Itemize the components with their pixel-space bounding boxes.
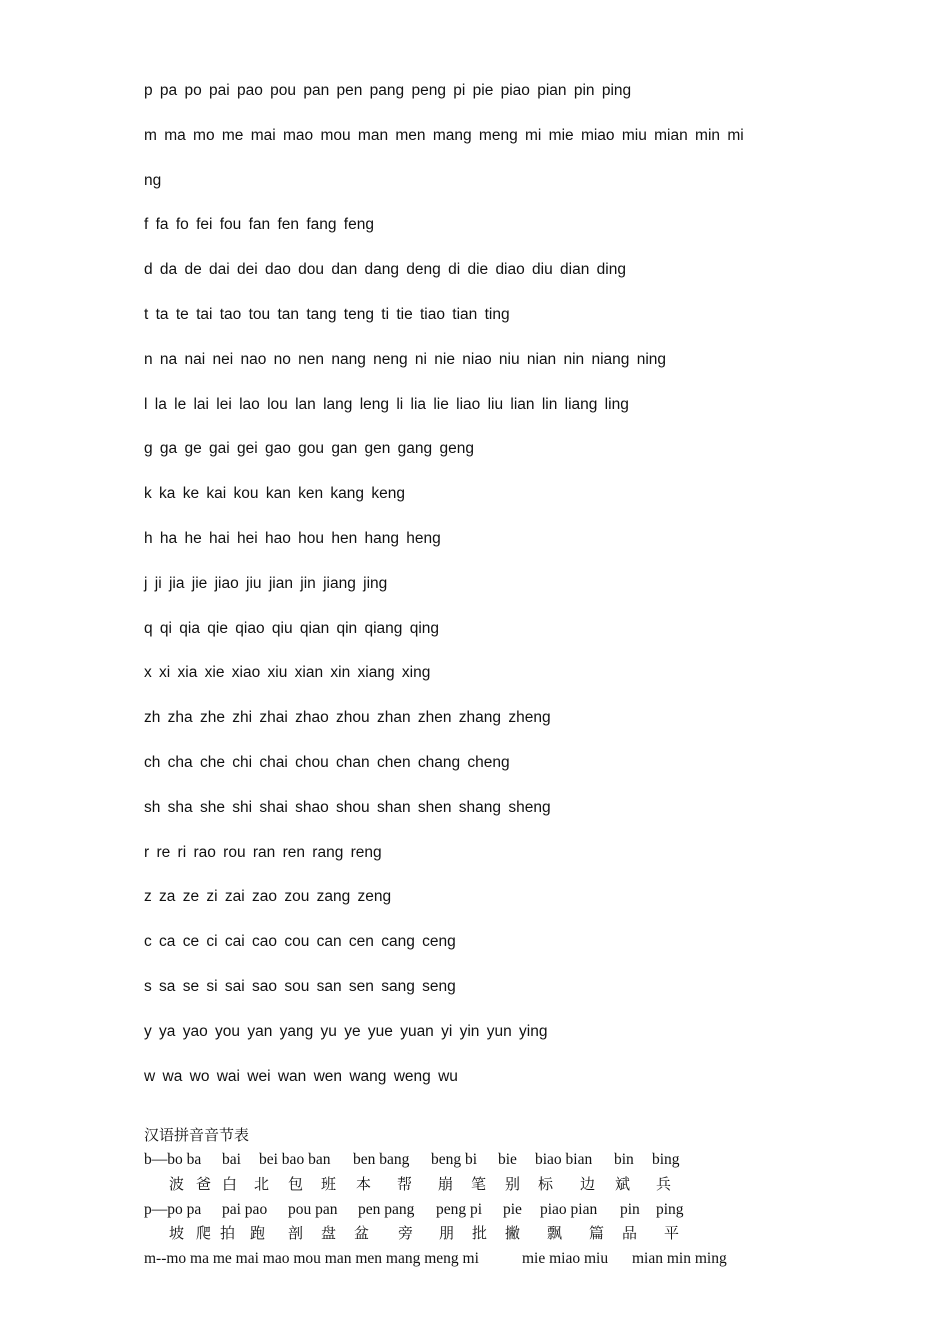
p-char: 爬 — [196, 1224, 212, 1242]
pinyin-line-n: n na nai nei nao no nen nang neng ni nie niao niu nian nin niang ning — [144, 350, 667, 368]
b-char: 标 — [538, 1174, 554, 1193]
p-syllable-cell: pai pao — [222, 1200, 268, 1218]
pinyin-line-t: t ta te tai tao tou tan tang teng ti tie tiao tian ting — [144, 305, 510, 323]
b-syllable-cell: bai — [222, 1151, 241, 1168]
p-syllable-cell: p—po pa — [144, 1200, 202, 1218]
pinyin-line-z: z za ze zi zai zao zou zang zeng — [144, 888, 392, 906]
b-syllable-row — [144, 1148, 824, 1173]
pinyin-line-q: q qi qia qie qiao qiu qian qin qiang qing — [144, 619, 440, 637]
pinyin-line-f: f fa fo fei fou fan fen fang feng — [144, 216, 374, 234]
b-char: 本 — [356, 1174, 372, 1193]
pinyin-line-r: r re ri rao rou ran ren rang reng — [144, 843, 382, 861]
p-syllable-row — [144, 1198, 824, 1223]
b-char: 北 — [254, 1174, 270, 1193]
p-syllable-cell: pie — [503, 1200, 522, 1218]
pinyin-line-ch: ch cha che chi chai chou chan chen chang cheng — [144, 753, 510, 771]
pinyin-line-y: y ya yao you yan yang yu ye yue yuan yi yin yun ying — [144, 1022, 548, 1040]
p-char: 批 — [472, 1224, 488, 1242]
pinyin-line-m: m ma mo me mai mao mou man men mang meng mi mie miao miu mian min mi — [144, 126, 744, 144]
pinyin-line-j: j ji jia jie jiao jiu jian jin jiang jing — [144, 574, 388, 592]
p-char: 平 — [664, 1224, 680, 1242]
b-syllable-cell: bie — [498, 1151, 517, 1168]
b-char: 包 — [288, 1174, 304, 1193]
pinyin-line-l: l la le lai lei lao lou lan lang leng li lia lie liao liu lian lin liang ling — [144, 395, 629, 413]
p-syllable-cell: pou pan — [288, 1200, 338, 1218]
pinyin-line-d: d da de dai dei dao dou dan dang deng di die diao diu dian ding — [144, 261, 626, 279]
m-syllable-cell: mie miao miu — [522, 1250, 609, 1267]
b-char: 班 — [321, 1174, 337, 1193]
pinyin-line-x: x xi xia xie xiao xiu xian xin xiang xing — [144, 664, 431, 682]
m-syllable-cell: m--mo ma me mai mao mou man men mang meng mi — [144, 1250, 479, 1267]
b-syllable-cell: bing — [652, 1151, 680, 1168]
p-syllable-cell: piao pian — [540, 1200, 598, 1218]
b-characters-row — [144, 1173, 824, 1198]
b-syllable-cell: ben bang — [353, 1151, 410, 1168]
b-char: 白 — [222, 1174, 238, 1193]
pinyin-line-w: w wa wo wai wei wan wen wang weng wu — [144, 1067, 458, 1085]
p-char: 坡 — [169, 1224, 185, 1242]
pinyin-line-g: g ga ge gai gei gao gou gan gen gang geng — [144, 440, 474, 458]
p-char: 撇 — [505, 1224, 521, 1242]
b-char: 别 — [505, 1174, 521, 1193]
b-char: 帮 — [397, 1174, 413, 1193]
pinyin-line-p: p pa po pai pao pou pan pen pang peng pi pie piao pian pin ping — [144, 82, 632, 99]
b-char: 爸 — [196, 1174, 212, 1193]
m-syllable-row — [144, 1247, 824, 1272]
b-char: 崩 — [438, 1174, 454, 1193]
p-syllable-cell: ping — [656, 1200, 684, 1218]
p-char: 朋 — [439, 1224, 455, 1242]
syllable-table — [144, 1124, 824, 1272]
b-char: 斌 — [615, 1174, 631, 1193]
b-syllable-cell: biao bian — [535, 1151, 593, 1168]
pinyin-line-m-wrap: ng — [144, 171, 162, 189]
m-syllable-cell: mian min ming — [632, 1250, 727, 1267]
p-char: 跑 — [250, 1224, 266, 1242]
p-char: 剖 — [288, 1224, 304, 1242]
pinyin-line-c: c ca ce ci cai cao cou can cen cang ceng — [144, 933, 456, 951]
b-syllable-cell: bin — [614, 1151, 634, 1168]
p-characters-row — [144, 1222, 824, 1247]
b-char: 笔 — [471, 1174, 487, 1193]
pinyin-line-zh: zh zha zhe zhi zhai zhao zhou zhan zhen zhang zheng — [144, 709, 551, 727]
p-syllable-cell: pin — [620, 1200, 640, 1218]
pinyin-line-h: h ha he hai hei hao hou hen hang heng — [144, 529, 441, 547]
p-char: 盘 — [321, 1224, 337, 1242]
p-char: 拍 — [220, 1224, 236, 1242]
b-syllable-cell: bei bao ban — [259, 1151, 331, 1168]
p-char: 盆 — [354, 1224, 370, 1242]
pinyin-line-k: k ka ke kai kou kan ken kang keng — [144, 485, 405, 503]
p-char: 飘 — [547, 1224, 563, 1242]
pinyin-line-s: s sa se si sai sao sou san sen sang seng — [144, 977, 456, 995]
p-char: 旁 — [398, 1224, 414, 1242]
b-char: 兵 — [656, 1174, 672, 1193]
b-char: 边 — [580, 1174, 596, 1193]
pinyin-line-sh: sh sha she shi shai shao shou shan shen shang sheng — [144, 798, 551, 816]
p-char: 品 — [622, 1224, 638, 1242]
b-syllable-cell: beng bi — [431, 1151, 478, 1168]
p-syllable-cell: pen pang — [358, 1200, 415, 1218]
p-syllable-cell: peng pi — [436, 1200, 483, 1218]
pinyin-initials-list — [144, 80, 814, 1110]
p-char: 篇 — [589, 1224, 605, 1242]
table-title: 汉语拼音音节表 — [144, 1126, 250, 1144]
b-syllable-cell: b—bo ba — [144, 1151, 202, 1168]
b-char: 波 — [169, 1174, 185, 1193]
